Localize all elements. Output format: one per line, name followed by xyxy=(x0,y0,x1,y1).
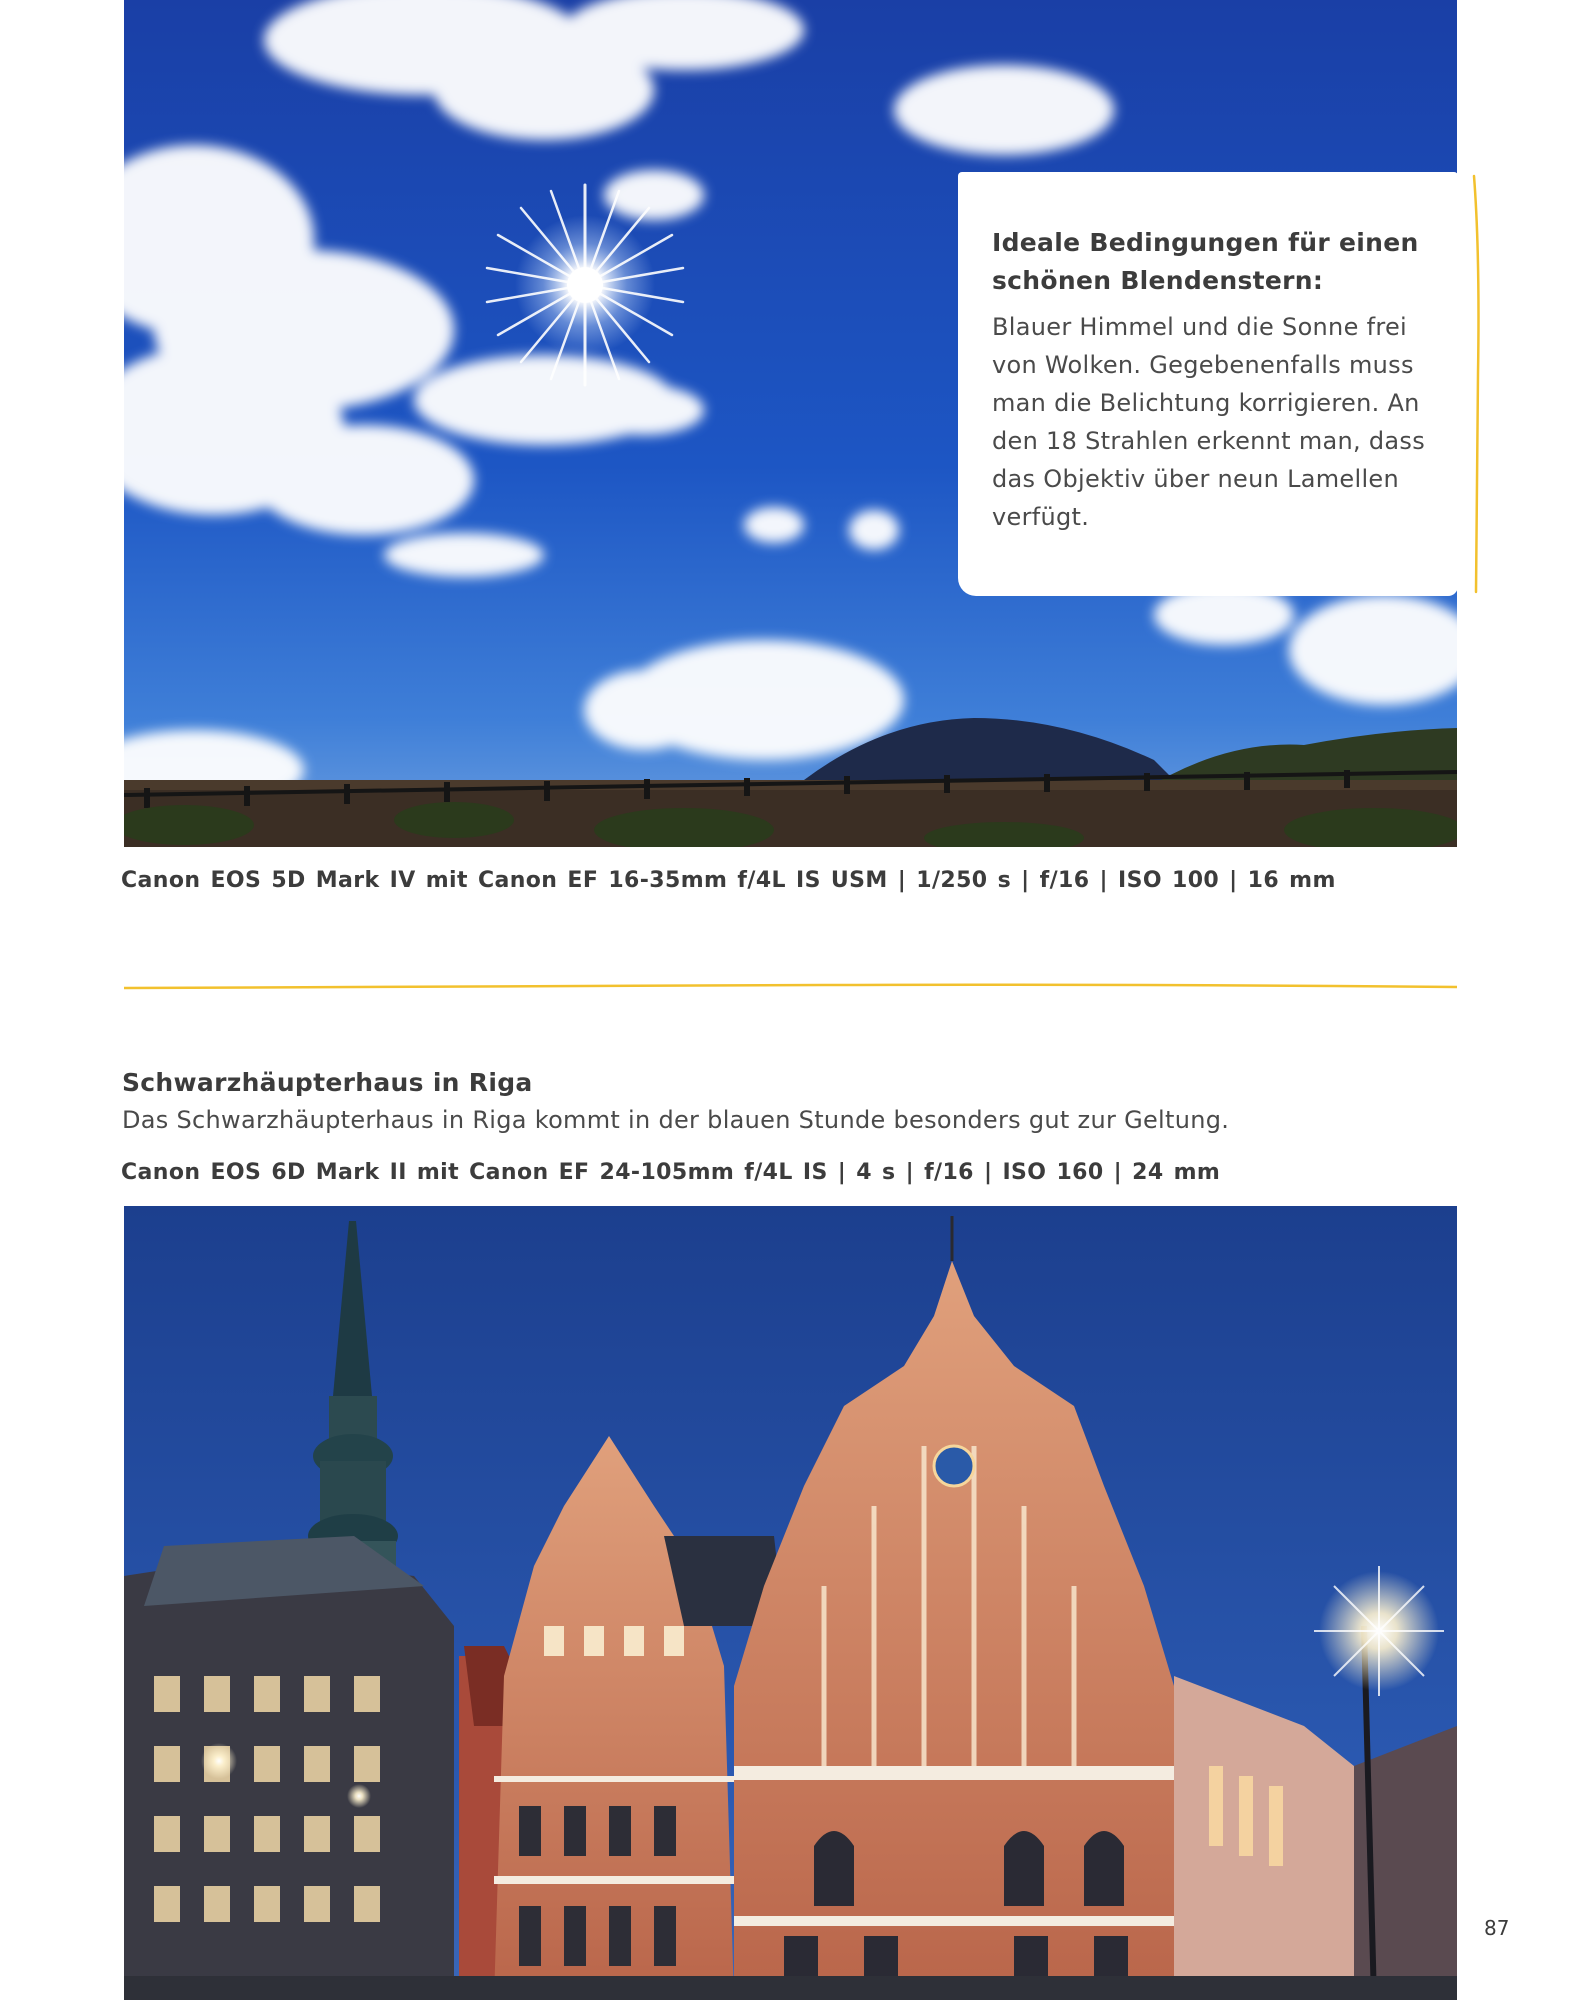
section-description: Das Schwarzhäupterhaus in Riga kommt in der blauen Stunde besonders gut zur Geltung. xyxy=(122,1106,1230,1134)
photo2-caption: Canon EOS 6D Mark II mit Canon EF 24-105mm f/4L IS | 4 s | f/16 | ISO 160 | 24 mm xyxy=(121,1160,1221,1185)
page-number: 87 xyxy=(1484,1916,1510,1940)
section-title: Schwarzhäupterhaus in Riga xyxy=(122,1068,533,1097)
riga-photo xyxy=(124,1206,1457,2000)
photo1-caption: Canon EOS 5D Mark IV mit Canon EF 16-35mm f/4L IS USM | 1/250 s | f/16 | ISO 100 | 16 mm xyxy=(121,868,1336,893)
riga-house-image xyxy=(124,1206,1457,2000)
left-building xyxy=(124,1536,454,2000)
info-card xyxy=(958,172,1458,596)
info-card-body: Blauer Himmel und die Sonne frei von Wolken. Gegebenenfalls muss man die Belichtung korrigieren. An den 18 Strahlen erkennt man, dass das Objektiv über neun Lamellen verfügt. xyxy=(992,313,1426,531)
card-accent-line xyxy=(1468,174,1488,594)
section-divider xyxy=(124,980,1457,994)
info-card-title: Ideale Bedingungen für einen schönen Blendenstern: xyxy=(992,228,1419,295)
